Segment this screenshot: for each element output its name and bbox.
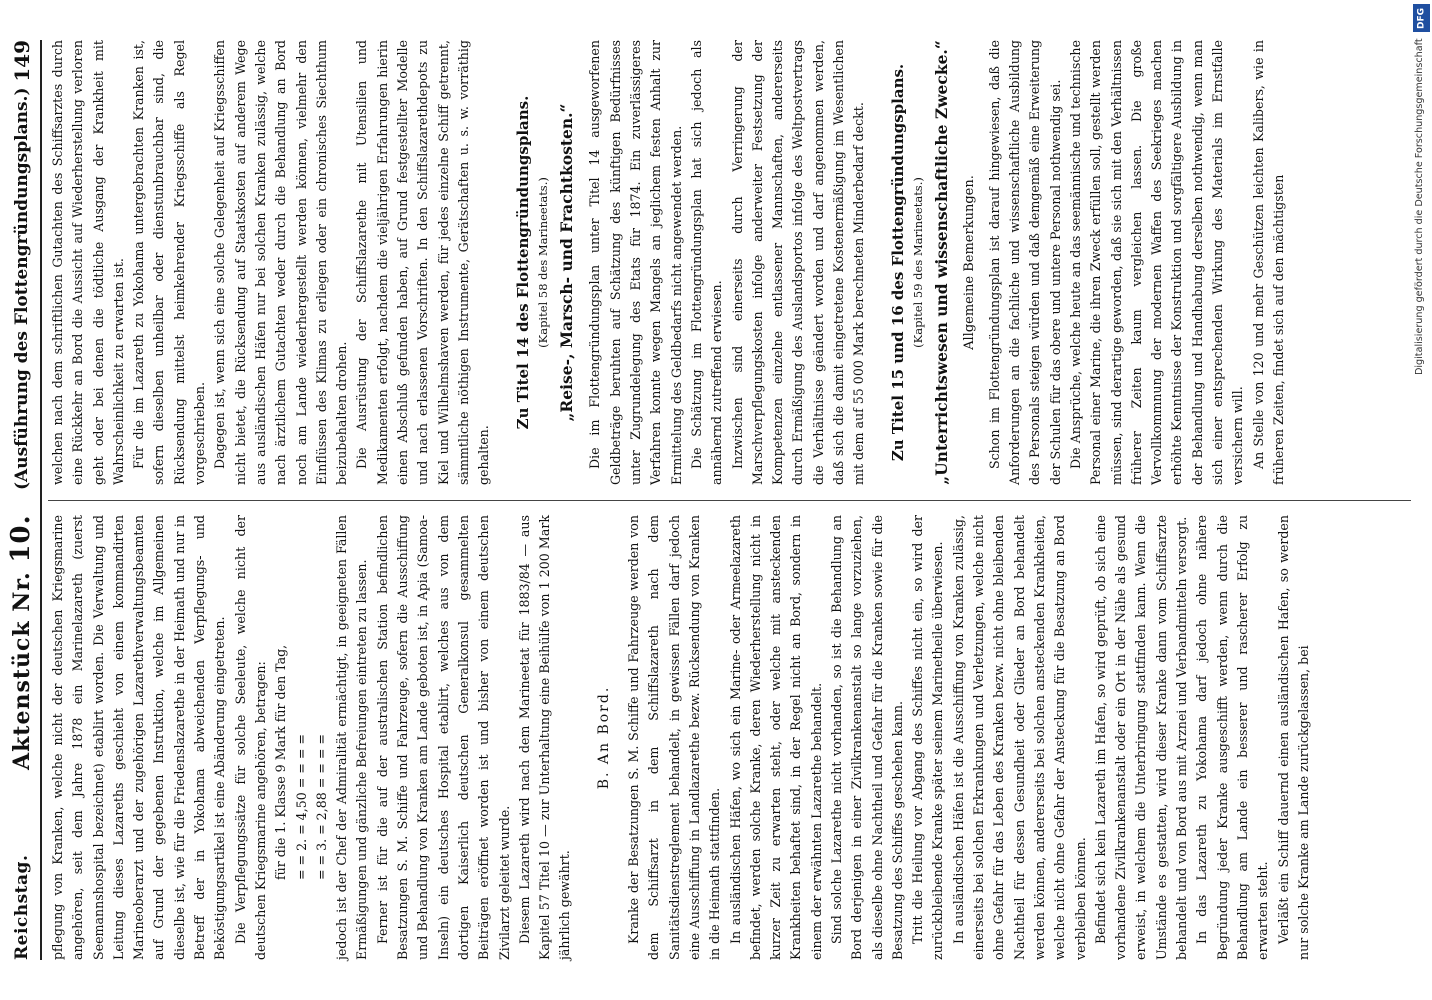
paragraph: Die Ansprüche, welche heute an das seemännische und technische Personal einer Marine, die ihren Zweck erfüllen soll, gestellt werden müssen, sind derartige geworden, daß sie sich mit den Verhältnissen früherer Zeiten kaum vergleichen lassen. Die große Vervollkommnung der modernen Waffen des Seekrieges machen erhöhte Kenntnisse der Konstruktion und sorgfältigere Ausbildung in der Behandlung und Handhabung derselben nothwendig, wenn man sich einer entsprechenden Wirkung des Materials im Ernstfalle versichern will.	[1067, 40, 1246, 485]
paragraph: In ausländischen Häfen, wo sich ein Marine- oder Armeelazareth befindet, werden solche Kranke, deren Wiederherstellung nicht in kurzer Zeit zu erwarten steht, oder welche mit ansteckenden Krankheiten behaftet sind, in der Regel nicht an Bord, sondern in einem der erwähnten Lazarethe behandelt.	[727, 515, 824, 960]
page-header	[6, 40, 38, 960]
paragraph: Befindet sich kein Lazareth im Hafen, so wird geprüft, ob sich eine vorhandene Zivilkrankenanstalt oder ein Ort in der Nähe als gesund erweist, in welchem die Unterbringung stattfinden kann. Wenn die Umstände es gestatten, wird dieser Kranke dann vom Schiffsarzte behandelt und von Bord aus mit Arznei und Verbandmitteln versorgt.	[1092, 515, 1190, 960]
paragraph: Die Schätzung im Flottengründungsplan hat sich jedoch als annähernd zutreffend erwiesen.	[688, 40, 725, 485]
paragraph: Tritt die Heilung vor Abgang des Schiffes nicht ein, so wird der zurückbleibende Kranke später seinem Marinetheile überwiesen.	[910, 515, 946, 960]
section-subtitle-kapitel-58: (Kapitel 58 des Marineetats.)	[535, 177, 550, 348]
page-number: 149	[10, 40, 34, 82]
paragraph: Ferner ist für die auf der australischen Station befindlichen Besatzungen S. M. Schiffe und Fahrzeuge, sofern die Ausschiffung und Behandlung von Kranken am Lande geboten ist, in Apia (Samoa-Inseln) ein deutsches Hospital etablirt, welches aus von dem dortigen Kaiserlich deutschen Generalkonsul gesammelten Beiträgen eröffnet worden ist und bisher von einem deutschen Zivilarzt geleitet wurde.	[374, 515, 512, 960]
section-title-titel-14: Zu Titel 14 des Flottengründungsplans.	[513, 95, 532, 430]
paragraph: Inzwischen sind einerseits durch Verringerung der Marschverpflegungskosten infolge anderweiter Festsetzung der Kompetenzen einzelne entlassener Mannschaften, andererseits durch Ermäßigung des Auslandsportos infolge des Weltpostvertrags die Verhältnisse geändert worden und darf angenommen werden, daß sich die damit eingetretene Kostenermäßigung im Wesentlichen mit dem auf 55 000 Mark berechneten Minderbedarf deckt.	[729, 40, 867, 485]
rate-line: = = 2. = 4,50 = = = =	[293, 734, 309, 880]
header-title-prefix: Aktenstück Nr.	[9, 571, 35, 770]
rates-list	[271, 515, 332, 960]
section-subtitle-kapitel-59: (Kapitel 59 des Marineetats.)	[910, 177, 925, 348]
section-title-titel-15-16: Zu Titel 15 und 16 des Flottengründungsplans.	[888, 63, 907, 462]
dfg-logo-icon: DFG	[1413, 4, 1430, 32]
section-heading-unterrichtswesen: „Unterrichtswesen und wissenschaftliche Zwecke.“	[932, 40, 952, 485]
paragraph: In ausländischen Häfen ist die Ausschiffung von Kranken zulässig, einerseits bei solchen Erkrankungen und Verletzungen, welche nicht ohne Gefahr für das Leben des Kranken bezw. nicht ohne bleibenden Nachtheil für dessen Gesundheit oder Glieder an Bord behandelt werden können, andererseits bei solchen ansteckenden Krankheiten, welche nicht ohne Gefahr der Ansteckung für die Besatzung an Bord verbleiben können.	[950, 515, 1088, 960]
paragraph: Kranke der Besatzungen S. M. Schiffe und Fahrzeuge werden von dem Schiffsarzt in dem Schiffslazareth nach dem Sanitätsdienstreglement behandelt, in gewissen Fällen darf jedoch eine Ausschiffung in Landlazarethe bezw. Rücksendung von Kranken in die Heimath stattfinden.	[626, 515, 723, 960]
paragraph: In das Lazareth zu Yokohama darf jedoch ohne nähere Begründung jeder Kranke ausgeschifft werden, wenn durch die Behandlung am Lande ein besserer und rascherer Erfolg zu erwarten steht.	[1194, 515, 1271, 960]
section-heading-reisekosten: „Reise-, Marsch- und Frachtkosten.“	[557, 103, 577, 422]
paragraph: pflegung von Kranken, welche nicht der deutschen Kriegsmarine angehören, seit dem Jahre 1878 ein Marinelazareth (zuerst Seemannshospital bezeichnet) etablirt worden. Die Verwaltung und Leitung dieses Lazareths geschieht von einem kommandirten Marineoberarzt und der zugehörigen Lazarethverwaltungsbeamten auf Grund der gegebenen Instruktion, welche im Allgemeinen dieselbe ist, wie für die Friedenslazarethe in der Heimath und nur in Betreff der in Yokohama abweichenden Verpflegungs- und Beköstigungsartikel ist eine Abänderung eingetreten.	[50, 515, 228, 960]
digitization-credit: Digitalisierung gefördert durch die Deutsche Forschungsgemeinschaft	[1414, 38, 1425, 375]
paragraph: Für die im Lazareth zu Yokohama untergebrachten Kranken ist, sofern dieselben unheilbar oder dienstunbrauchbar sind, die Rücksendung mittelst heimkehrender Kriegsschiffe als Regel vorgeschrieben.	[131, 40, 208, 485]
text-column-left	[48, 515, 1314, 960]
header-reichstag: Reichstag.	[12, 854, 32, 960]
header-title	[6, 514, 36, 770]
paragraph: Die Ausrüstung der Schiffslazarethe mit Utensilien und Medikamenten erfolgt, nachdem die vieljährigen Erfahrungen hierin einen Abschluß gefunden haben, auf Grund festgestellter Modelle und nach erlassenen Vorschriften. In den Schiffslazarethdepots zu Kiel und Wilhelmshaven werden, für jedes einzelne Schiff getrennt, sämmtliche nöthigen Instrumente, Gerätschaften u. s. w. vorräthig gehalten.	[354, 40, 492, 485]
rate-line: für die 1. Klasse 9 Mark für den Tag,	[273, 644, 289, 880]
paragraph: Sind solche Lazarethe nicht vorhanden, so ist die Behandlung an Bord derjenigen in einer Zivilkrankenanstalt so lange vorzuziehen, als dieselbe ohne Nachtheil und Gefahr für die Kranken sowie für die Besatzung des Schiffes geschehen kann.	[828, 515, 905, 960]
section-heading-b: B. An Bord.	[595, 685, 612, 790]
header-subtitle: (Ausführung des Flottengründungsplans.)	[12, 87, 32, 490]
digitization-sidebar	[1411, 0, 1432, 1000]
header-rule	[40, 40, 42, 960]
paragraph: Dagegen ist, wenn sich eine solche Gelegenheit auf Kriegsschiffen nicht bietet, die Rücksendung auf Staatskosten auf anderem Wege aus ausländischen Häfen nur bei solchen Kranken zulässig, welche nach ärztlichem Gutachten weder durch die Behandlung an Bord noch am Lande wiederhergestellt werden können, vielmehr den Einflüssen des Klimas zu erliegen oder ein chronisches Siechthum beizubehalten drohen.	[212, 40, 350, 485]
header-document-number: 10.	[6, 514, 36, 563]
paragraph: An Stelle von 120 und mehr Geschützen leichten Kalibers, wie in früheren Zeiten, findet sich auf den mächtigsten	[1250, 40, 1286, 485]
paragraph: jedoch ist der Chef der Admiralität ermächtigt, in geeigneten Fällen Ermäßigungen und gänzliche Befreiungen eintreten zu lassen.	[334, 515, 370, 960]
paragraph: Schon im Flottengründungsplan ist darauf hingewiesen, daß die Anforderungen an die fachliche und wissenschaftliche Ausbildung des Personals steigen würden und daß demgemäß eine Erweiterung der Schulen für das obere und untere Personal nothwendig sei.	[986, 40, 1063, 485]
paragraph: Die im Flottengründungsplan unter Titel 14 ausgeworfenen Geldbeträge beruhten auf Schätzung des künftigen Bedürfnisses unter Zugrundelegung des Etats für 1874. Ein zuverlässigeres Verfahren konnte wegen Mangels an jeglichem festen Anhalt zur Ermittelung des Geldbedarfs nicht angewendet werden.	[587, 40, 684, 485]
column-divider	[48, 500, 1423, 501]
text-column-right	[48, 40, 1289, 485]
section-subheading-bemerkungen: Allgemeine Bemerkungen.	[962, 175, 978, 350]
paragraph: Diesem Lazareth wird nach dem Marineetat für 1883/84 — aus Kapitel 57 Titel 10 — zur Unterhaltung eine Beihülfe von 1 200 Mark jährlich gewährt.	[516, 515, 573, 960]
rate-line: = = 3. = 2,88 = = = =	[313, 734, 329, 880]
paragraph: Verläßt ein Schiff dauernd einen ausländischen Hafen, so werden nur solche Kranke am Lande zurückgelassen, bei	[1275, 515, 1311, 960]
paragraph: welchen nach dem schriftlichen Gutachten des Schiffsarztes durch eine Rückkehr an Bord die Aussicht auf Wiederherstellung verloren geht oder bei denen die tödtliche Ausgang der Krankheit mit Wahrscheinlichkeit zu erwarten ist.	[50, 40, 126, 485]
paragraph: Die Verpflegungssätze für solche Seeleute, welche nicht der deutschen Kriegsmarine angehören, betragen:	[232, 515, 268, 960]
